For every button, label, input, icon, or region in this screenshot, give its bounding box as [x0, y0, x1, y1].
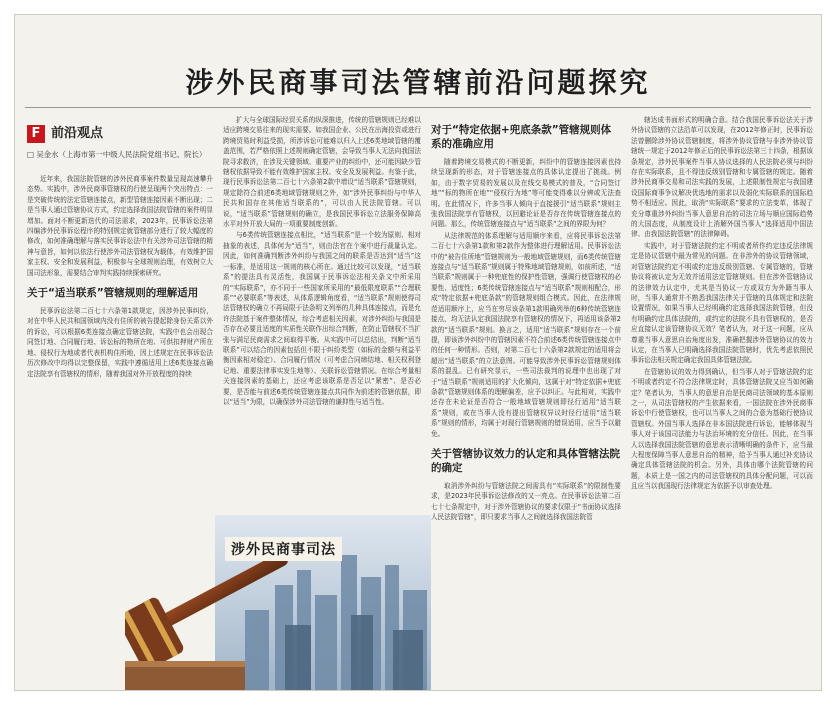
paragraph: 辖达成书面形式的明确合意。结合我国民事诉讼法关于涉外协议管辖的立法沿革可以发现，在2012年修正时，民事诉讼法曾删除涉外协议管辖制度，将涉外协议管辖与非涉外协议管辖统一规定于2012年修正后的民事诉讼法第三十四条，根据该条规定，涉外民事案件当事人协议选择的人民法院必须与纠纷存在实际联系，且不得违反级别管辖和专属管辖的规定。随着涉外民商事交易和司法实践的发展，上述限制性规定与我国建设国际商事争议解决优选地的需求以及弱化实际联系的国际趋势不相适应。因此，取消“实际联系”要求的立法变革，体现了充分尊重涉外纠纷当事人意思自治的司法立场与顺应国际趋势的大国态度，从制度设计上消解外国当事人“选择适用中国法律、由我国法院管辖”的法律障碍。 — [631, 116, 813, 239]
paragraph: 民事诉讼法第二百七十六条第1款规定，因涉外民事纠纷，对在中华人民共和国领域内没有住所的被告提起除身份关系以外的诉讼，可以根据6类连接点确定管辖法院，实践中也会出现合同签订地、合同履行地、诉讼标的物所在地、可供扣押财产所在地、侵权行为地或者代表机构住所地，因上述规定在民事诉讼法历次修改中均得以完整保留，实践中遵循适用上述6类连接点确定法院享有管辖权的情形，随着我国对外开放程度的持续 — [27, 307, 213, 378]
headline-rule — [25, 107, 811, 108]
section-heading: 关于“适当联系”管辖规则的理解适用 — [27, 287, 199, 300]
paragraph: 近年来，我国法院管辖的涉外民商事案件数量呈现高速攀升态势。实践中，涉外民商事管辖权的行使呈现两个突出特点：一是突破传统的法定管辖连接点，新型管辖连接因素不断出现；二是当事人通过管辖协议方式，约定选择我国法院管辖的案件明显增加。面对不断更新迭代的司法需求，2023年，民事诉讼法第四编涉外民事诉讼程序的特别规定就管辖部分进行了较大幅度的修改，如何准确理解与落实民事诉讼法中有关涉外司法管辖的精神与意旨，如何以依法行使涉外司法管辖权为载体，有效维护国家主权、安全和发展利益，积极参与全球规则治理，有效树立大国司法形象，需要结合审判实践持续探索研究。 — [27, 175, 213, 277]
paragraph: 扩大与全球国际经贸关系的纵深推进，传统的管辖规则已经难以适应跨境交易往来的现实需要。如我国企业、公民在出海投资或进行跨境贸易时利益受损，所涉诉讼可能难以归入上述6类地域管辖的覆盖范围，若严格依照上述规则确定管辖，会导致当事人无法向我国法院寻求救济，在涉及关键领域、重要产业的纠纷中，还可能因缺少管辖权依据导致不能有效维护国家主权、安全及发展利益。有鉴于此，现行民事诉讼法第二百七十六条第2款中增设“适当联系”管辖规则，规定除符合前述6类地域管辖规则之外，如“涉外民事纠纷与中华人民共和国存在其他适当联系的”，可以由人民法院管辖。可以说，“适当联系”管辖规则的确立，是我国民事诉讼立法服务保障高水平对外开放大局的一项重要制度创新。 — [223, 116, 421, 229]
paragraph: 与6类传统管辖连接点相比，“适当联系”是一个较为原则、相对抽象的表述，具体何为“适当”，则由法官在个案中进行裁量认定。因此，如何准确判断涉外纠纷与我国之间的联系是否达到“适当”这一标准，是适用这一规则的核心所在。通过比较可以发现，“适当联系”的提法具有灵活性，我国属于民事诉讼法相关条文中所采用的“实际联系”，亦不同于一些国家所采用的“最低限度联系”“合理联系”“必要联系”等表述，从体系逻辑角度看，“适当联系”规则使得司法管辖权的确立不再局限于法条明文列举的几种具体连接点，而是允许法院基于案件整体情况，综合考虑相关因素，对涉外纠纷与我国是否存在必要且适度的实质性关联作出综合判断，在防止管辖权不当扩张与满足民商需求之间取得平衡。从实践中可以总结出，判断“适当联系”可以结合的因素包括但不限于纠纷类型（如标的金额与利益平衡因素相对稳定）、合同履行情况（可考虑合同缔结地、相关权利登记地、重要法律事实发生地等）、关联诉讼管辖情况。在综合考量相关连接因素的基础上，还应考虑该联系是否足以“紧密”、是否必要，是否能与前述6类传统管辖连接点共同作为前述的管辖依据，即以“适当”为限，以确保涉外司法管辖的谦抑性与适当性。 — [223, 231, 421, 406]
column-3 — [431, 115, 621, 684]
headline-area — [15, 15, 821, 111]
headline: 涉外民商事司法管辖前沿问题探究 — [185, 66, 651, 99]
column-f-icon: F — [27, 125, 45, 143]
sound-block — [125, 665, 245, 691]
section-heading: 关于管辖协议效力的认定和具体管辖法院的确定 — [431, 447, 620, 474]
illustration-caption: 涉外民商事司法 — [225, 537, 342, 561]
section-heading: 对于“特定依据+兜底条款”管辖规则体系的准确应用 — [431, 124, 612, 150]
column-label: 前沿观点 — [51, 125, 104, 141]
paragraph: 在管辖协议的效力得到确认，但当事人对于管辖法院约定不明或者约定不符合法律规定时，具体管辖法院又应当如何确定？笔者认为，当事人的意思自治是民商司法领域的基本原则之一，从司法管辖权的产生依据来看，一国法院在涉外民商事诉讼中行使管辖权，也可以当事人之间的合意为基础行使协议管辖权。外国当事人选择在非本国法院进行诉讼，能够体现当事人对于该国司法能力与法治环境的充分信任。因此，在当事人以选择我国法院管辖的意思表示清晰明确的条件下，应当最大程度保障当事人意思自治的精神，给予当事人通过补充协议确定具体管辖法院的机会。另外，具体由哪个法院管辖的问题，本质上是一国之内的司法管辖权的具体分配问题，可以而且应当以我国现行法律规定为依据予以审查处理。 — [631, 367, 813, 491]
column-tag — [27, 125, 213, 143]
gavel-illustration — [125, 515, 431, 691]
paragraph: 实践中，对于管辖法院约定不明或者所作约定违反法律规定是协议管辖中最为常见的问题。在非涉外的协议管辖领域，对管辖法院约定不明或约定违反级别管辖、专属管辖的，管辖协议将被认定为无效并适用法定管辖规则。但在涉外管辖协议的法律效力认定中，尤其是当协议一方或双方为外籍当事人时，当事人通常并不熟悉我国法律关于管辖的具体规定和法院设置情况，如果当事人已经明确约定选择我国法院管辖，但没有明确约定具体法院的，或约定的法院不具有管辖权的，是否应直接认定该管辖协议无效？笔者认为，对于这一问题，应从尊重当事人意思自治角度出发，准确把握涉外管辖协议的效力认定，在当事人已明确选择我国法院管辖时，优先考虑依照民事诉讼法相关规定确定我国具体管辖法院。 — [631, 241, 813, 365]
paragraph: 随着跨境交易模式的不断更新，纠纷中的管辖连接因素也持续呈现新的形态，对于管辖连接点的具体认定提出了挑战。例如，由于数字贸易的发展以及在线交易模式的普及，“合同签订地”“标的物所在地”“侵权行为地”等可能变得难以分辨或无法查明。在此情况下，许多当事人倾向于直接援引“适当联系”规则主张我国法院享有管辖权，以回避论证是否存在传统管辖连接点的问题。那么，传统管辖连接点与“适当联系”之间的界限为何？ — [431, 158, 621, 229]
paragraph: 从法律规范的体系理解与适用顺序来看，应将民事诉讼法第二百七十六条第1款和第2款作为整体进行理解适用。民事诉讼法中的“被告住所地”管辖规则为一般地域管辖规则，而6类传统管辖连接点与“适当联系”规则属于特殊地域管辖规则，如前所述，“适当联系”规则属于一种兜底性的保护性管辖，强调行使管辖权的必要性、适度性；6类传统管辖连接点与“适当联系”规则相配合，形成“特定依据+兜底条款”的管辖规则组合模式。因此，在法律规范适用顺序上，应当在穷尽该条第1款明确列举的6种传统管辖连接点，均无法认定我国法院享有管辖权的情况下，再适用该条第2款的“适当联系”规则。换言之，适用“适当联系”规则存在一个前提，即该涉外纠纷中的管辖因素不符合前述6类传统管辖连接点中的任何一种情形。否则，对第二百七十六条第2款规定的适用将会超出“适当联系”的立法意图。可能导致涉外民事诉讼管辖规则体系的混乱。已有研究显示，一些司法裁判的说理中也出现了对于“适当联系”规则适用的扩大化倾向，这属于对“特定依据+兜底条款”管辖规则体系的理解偏差，应予以纠正。与此相对，实践中还存在未论证是否符合一般地域管辖规则即径行适用“适当联系”规则，或在当事人没有提出管辖权异议时径行适用“适当联系”规则的情形，均属于对现行管辖规则的错误适用，应当予以避免。 — [431, 231, 621, 438]
author-byline: □ 吴金水（上海市第一中级人民法院党组书记、院长） — [27, 150, 207, 159]
column-4 — [631, 115, 813, 684]
paragraph: 取消涉外纠纷与管辖法院之间需具有“实际联系”的限制性要求，是2023年民事诉讼法修改的又一亮点。在民事诉讼法第二百七十七条规定中，对于涉外管辖协议的要求仅限于“书面协议选择人民法院管辖”，即只要求当事人之间就选择我国法院管 — [431, 481, 621, 522]
newspaper-page — [14, 14, 822, 691]
